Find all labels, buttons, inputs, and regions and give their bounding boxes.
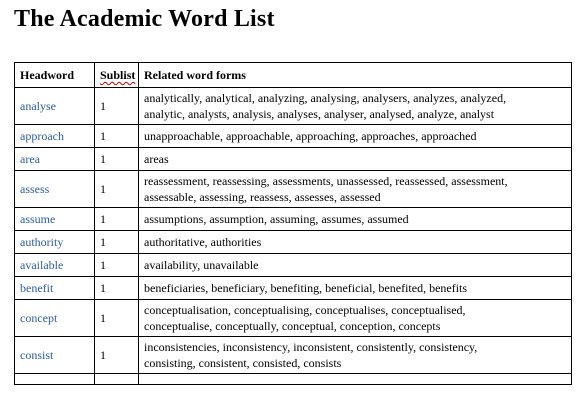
sublist-cell: 1 <box>95 171 139 208</box>
sublist-cell: 1 <box>95 125 139 148</box>
header-headword: Headword <box>15 63 95 88</box>
sublist-cell: 1 <box>95 300 139 337</box>
header-sublist <box>95 63 139 88</box>
headword-cell: assess <box>15 171 95 208</box>
sublist-cell: 1 <box>95 254 139 277</box>
forms-cell <box>139 88 572 125</box>
sublist-cell: 1 <box>95 148 139 171</box>
forms-line: consisting, consistent, consisted, consists <box>144 356 342 370</box>
forms-line: analytically, analytical, analyzing, analysing, analysers, analyzes, analyzed, <box>144 91 507 105</box>
sublist-cell: 1 <box>95 231 139 254</box>
forms-line: analytic, analysts, analysis, analyses, analyser, analysed, analyze, analyst <box>144 107 495 121</box>
headword-cell: analyse <box>15 88 95 125</box>
forms-cell: authoritative, authorities <box>139 231 572 254</box>
table-row <box>15 337 572 374</box>
headword-cell: benefit <box>15 277 95 300</box>
headword-cell: concept <box>15 300 95 337</box>
table-header-row <box>15 63 572 88</box>
forms-line: conceptualise, conceptually, conceptual, conception, concepts <box>144 319 441 333</box>
forms-cell <box>139 171 572 208</box>
forms-cell: availability, unavailable <box>139 254 572 277</box>
headword-cell: available <box>15 254 95 277</box>
forms-line: inconsistencies, inconsistency, inconsistent, consistently, consistency, <box>144 340 478 354</box>
page-title: The Academic Word List <box>14 6 275 32</box>
headword-cell: area <box>15 148 95 171</box>
sublist-cell: 1 <box>95 208 139 231</box>
forms-cell: areas <box>139 148 572 171</box>
sublist-cell: 1 <box>95 337 139 374</box>
header-sublist-label: Sublist <box>100 68 136 82</box>
table-row <box>15 125 572 148</box>
sublist-cell: 1 <box>95 88 139 125</box>
table-row <box>15 231 572 254</box>
headword-cell: approach <box>15 125 95 148</box>
word-list-table <box>14 62 572 385</box>
headword-cell: assume <box>15 208 95 231</box>
forms-cell: beneficiaries, beneficiary, benefiting, beneficial, benefited, benefits <box>139 277 572 300</box>
forms-line: conceptualisation, conceptualising, conceptualises, conceptualised, <box>144 303 466 317</box>
headword-cell-empty <box>15 374 95 385</box>
table-row <box>15 148 572 171</box>
forms-cell <box>139 337 572 374</box>
table-row <box>15 300 572 337</box>
table-row <box>15 88 572 125</box>
header-related-forms: Related word forms <box>139 63 572 88</box>
forms-cell: unapproachable, approachable, approaching, approaches, approached <box>139 125 572 148</box>
headword-cell: consist <box>15 337 95 374</box>
headword-cell: authority <box>15 231 95 254</box>
table-row <box>15 277 572 300</box>
table-row <box>15 171 572 208</box>
forms-cell <box>139 300 572 337</box>
sublist-cell: 1 <box>95 277 139 300</box>
forms-line: reassessment, reassessing, assessments, unassessed, reassessed, assessment, <box>144 174 508 188</box>
table-row-cutoff <box>15 374 572 385</box>
table-row <box>15 254 572 277</box>
table-row <box>15 208 572 231</box>
forms-cell-empty <box>139 374 572 385</box>
forms-line: assessable, assessing, reassess, assesses, assessed <box>144 190 381 204</box>
sublist-cell-empty <box>95 374 139 385</box>
forms-cell: assumptions, assumption, assuming, assumes, assumed <box>139 208 572 231</box>
